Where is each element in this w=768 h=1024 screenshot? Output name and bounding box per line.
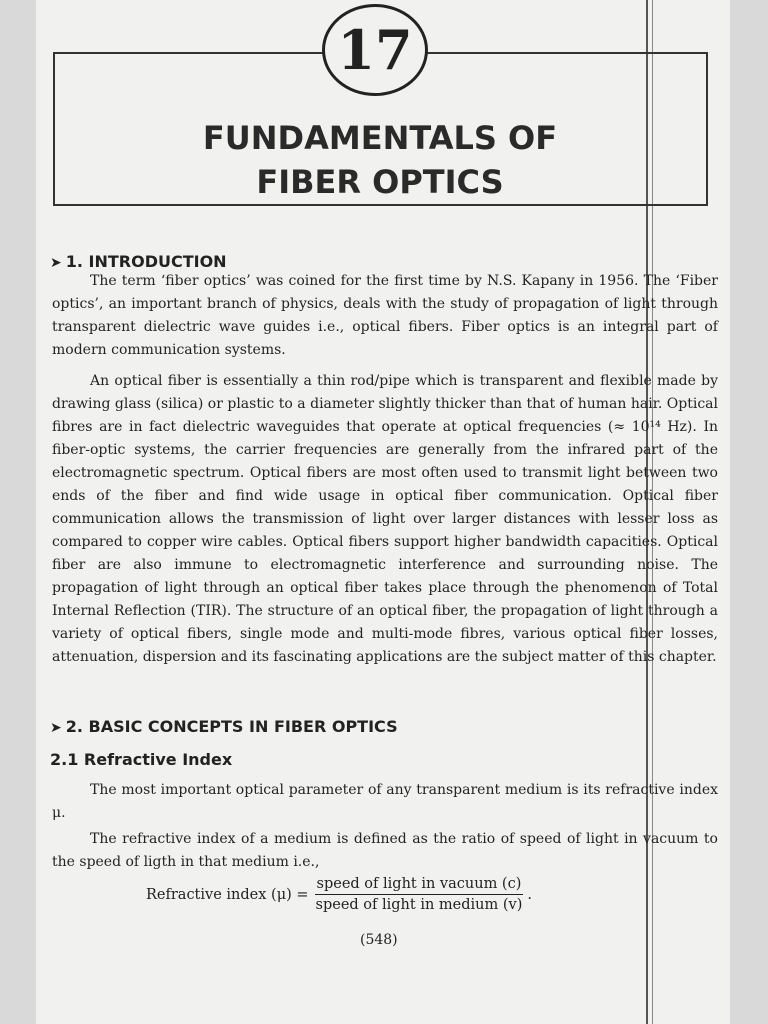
chapter-number: 17 xyxy=(322,4,428,96)
formula-lhs: Refractive index (μ) = xyxy=(146,886,309,903)
intro-paragraph-1: The term ‘fiber optics’ was coined for the first time by N.S. Kapany in 1956. The ‘Fiber optics’, an important branch of physics, deals with the study of propagation of light through transparent dielectric wave guides i.e., optical fibers. Fiber optics is an integral part of modern communication systems. xyxy=(52,273,718,358)
formula-end: . xyxy=(527,886,532,903)
formula-fraction xyxy=(315,876,524,913)
refractive-paragraph-2: The refractive index of a medium is defined as the ratio of speed of light in vacuum to the speed of ligth in that medium i.e., xyxy=(52,831,718,870)
chapter-title-line2: FIBER OPTICS xyxy=(256,163,504,201)
formula-numerator: speed of light in vacuum (c) xyxy=(315,876,524,895)
chapter-title-line1: FUNDAMENTALS OF xyxy=(202,119,558,157)
formula-denominator: speed of light in medium (v) xyxy=(315,897,523,913)
intro-paragraph-2: An optical fiber is essentially a thin rod/pipe which is transparent and flexible made by drawing glass (silica) or plastic to a diameter slightly thicker than that of human hair. Optical fibres are in fact dielectric waveguides that operate at optical frequencies (≈ 10¹⁴ Hz). In fiber-optic systems, the carrier frequencies are generally from the infrared part of the electromagnetic spectrum. Optical fibers are most often used to transmit light between two ends of the fiber and find wide usage in optical fiber communication. Optical fiber communication allows the transmission of light over larger distances with lesser loss as compared to copper wire cables. Optical fibers support higher bandwidth capacities. Optical fiber are also immune to electromagnetic interference and surrounding noise. The propagation of light through an optical fiber takes place through the phenomenon of Total Internal Reflection (TIR). The structure of an optical fiber, the propagation of light through a variety of optical fibers, single mode and multi-mode fibres, various optical fiber losses, attenuation, dispersion and its fascinating applications are the subject matter of this chapter. xyxy=(52,373,718,665)
section-heading-introduction: ➤ 1. INTRODUCTION xyxy=(50,252,227,271)
arrow-bullet-icon: ➤ xyxy=(50,255,62,271)
section-heading-basic-concepts: ➤ 2. BASIC CONCEPTS IN FIBER OPTICS xyxy=(50,717,398,736)
subsection-heading-refractive-index: 2.1 Refractive Index xyxy=(50,750,233,769)
refractive-index-formula xyxy=(146,876,532,913)
refractive-paragraph-1: The most important optical parameter of any transparent medium is its refractive index μ. xyxy=(52,782,718,821)
chapter-title xyxy=(130,116,630,204)
page-number: (548) xyxy=(360,932,398,948)
arrow-bullet-icon: ➤ xyxy=(50,720,62,736)
